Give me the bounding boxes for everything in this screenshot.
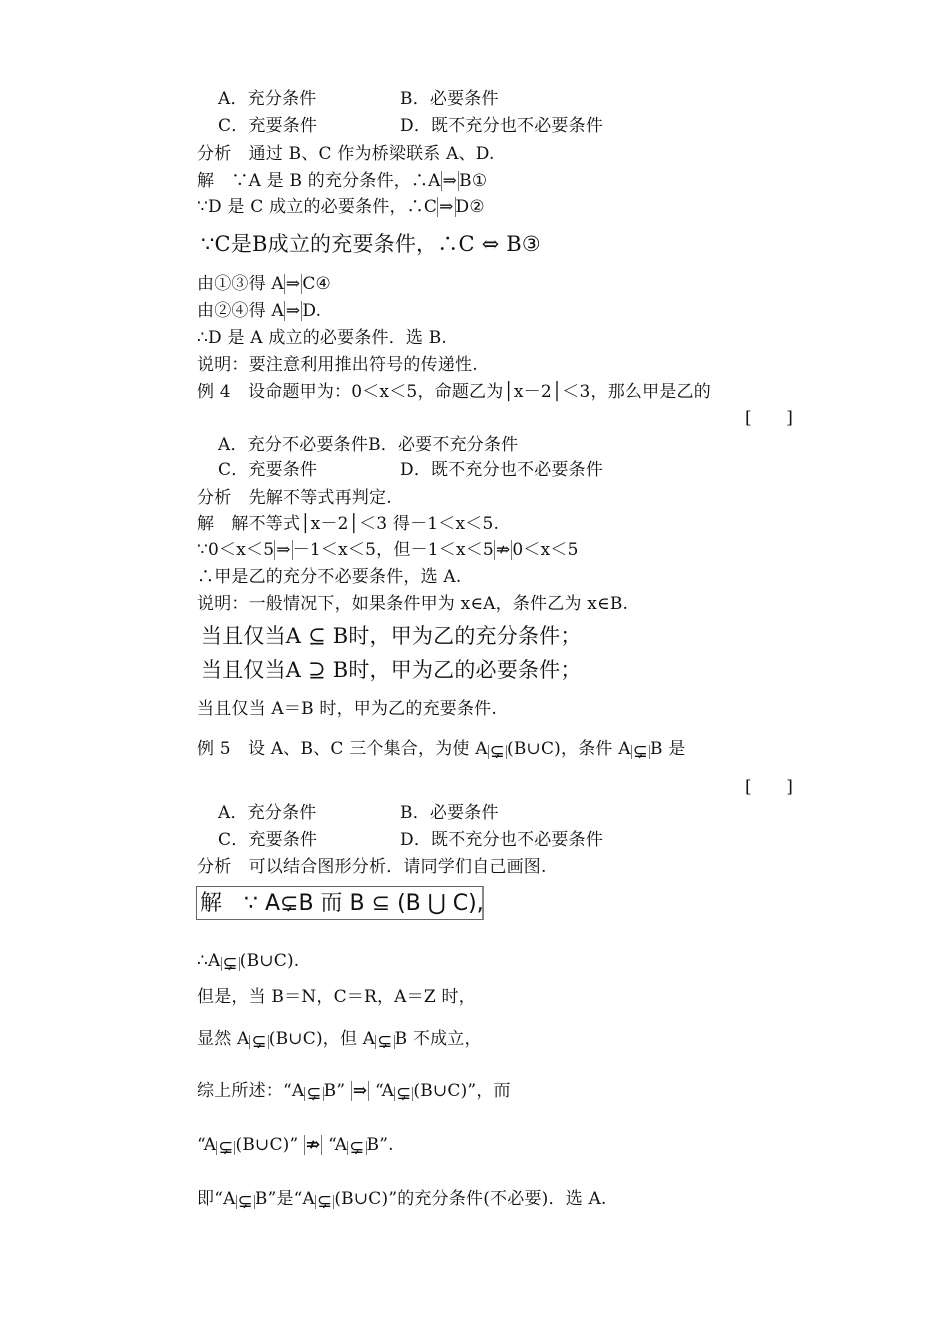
solution-text: 综上所述：“A <box>197 1081 305 1101</box>
implies-symbol: ⇒ <box>352 1081 368 1101</box>
solution-text: B”是“A <box>254 1189 316 1209</box>
proper-subset-symbol: ⊊ <box>377 1031 393 1052</box>
solution-text: B”. <box>366 1135 394 1155</box>
option-d: D．既不充分也不必要条件 <box>400 116 604 136</box>
answer-bracket: [ ] <box>745 777 794 797</box>
option-row <box>218 115 604 137</box>
solution-text: “A <box>374 1081 395 1101</box>
analysis-line: 分析 通过 B、C 作为桥梁联系 A、D. <box>197 144 495 164</box>
proper-subset-symbol: ⊊ <box>349 1137 365 1158</box>
option-c: C．充要条件 <box>218 830 318 850</box>
option-row: A．充分不必要条件B．必要不充分条件 <box>218 435 519 455</box>
solution-text: 解 ∵A 是 B 的充分条件，∴A <box>197 171 441 191</box>
stem-text: (B∪C)，条件 A <box>506 739 631 759</box>
solution-line: ∴甲是乙的充分不必要条件，选 A. <box>197 567 462 587</box>
solution-formula-line: ∵C是B成立的充要条件，∴C ⇔ B③ <box>201 232 541 256</box>
option-d: D．既不充分也不必要条件 <box>400 460 604 480</box>
solution-text: “A <box>328 1135 348 1155</box>
implies-symbol: ⇒ <box>285 301 301 321</box>
implies-symbol: ⇒ <box>285 274 301 294</box>
proper-subset-symbol: ⊊ <box>222 953 238 974</box>
solution-line: 但是，当 B＝N，C＝R，A＝Z 时， <box>197 987 476 1007</box>
option-a: A．充分条件 <box>218 89 317 109</box>
proper-subset-symbol: ⊊ <box>489 741 505 762</box>
answer-bracket: [ ] <box>745 408 794 428</box>
solution-text: B 不成立， <box>394 1029 482 1049</box>
solution-text: C④ <box>302 274 331 294</box>
solution-line <box>197 1188 607 1210</box>
note-line: 说明：要注意利用推出符号的传递性. <box>197 355 478 375</box>
solution-text: (B∪C). <box>239 951 300 971</box>
example-4-stem: 例 4 设命题甲为：0＜x＜5，命题乙为│x－2│＜3，那么甲是乙的 <box>197 382 711 402</box>
option-row <box>218 829 604 851</box>
solution-line <box>197 950 299 972</box>
solution-text: 由②④得 A <box>197 301 284 321</box>
implies-symbol: ⇒ <box>276 540 291 560</box>
solution-line <box>197 300 321 322</box>
framed-solution-image: 解 ∵ A⊊B 而 B ⊆ (B ⋃ C), <box>196 886 484 920</box>
solution-text: D② <box>455 197 485 217</box>
option-row <box>218 802 499 824</box>
option-c: C．充要条件 <box>218 460 318 480</box>
implies-symbol: ⇒ <box>442 171 458 191</box>
solution-text: ∴A <box>197 951 221 971</box>
option-b: B．必要条件 <box>400 89 499 109</box>
stem-text: 例 5 设 A、B、C 三个集合，为使 A <box>197 739 488 759</box>
not-implies-symbol: ⇏ <box>306 1135 321 1155</box>
condition-line: 当且仅当A ⊆ B时，甲为乙的充分条件； <box>201 624 582 648</box>
proper-subset-symbol: ⊊ <box>218 1137 234 1158</box>
solution-line <box>197 170 487 192</box>
solution-text: (B∪C)，但 A <box>268 1029 376 1049</box>
solution-line <box>197 1028 482 1050</box>
solution-text: 0＜x＜5 <box>512 540 579 560</box>
not-implies-symbol: ⇏ <box>495 540 511 560</box>
analysis-line: 分析 可以结合图形分析．请同学们自己画图. <box>197 857 547 877</box>
example-5-stem <box>197 738 685 760</box>
solution-text: 即“A <box>197 1189 236 1209</box>
option-d: D．既不充分也不必要条件 <box>400 830 604 850</box>
proper-subset-symbol: ⊊ <box>396 1083 412 1104</box>
note-line: 说明：一般情况下，如果条件甲为 x∈A，条件乙为 x∈B. <box>197 594 629 614</box>
solution-text: －1＜x＜5，但－1＜x＜5 <box>292 540 494 560</box>
option-row <box>218 459 604 481</box>
analysis-line: 分析 先解不等式再判定. <box>197 488 392 508</box>
solution-line <box>197 539 579 561</box>
solution-text: ∵0＜x＜5 <box>197 540 275 560</box>
solution-line: 解 解不等式│x－2│＜3 得－1＜x＜5. <box>197 514 500 534</box>
proper-subset-symbol: ⊊ <box>317 1191 333 1212</box>
proper-subset-symbol: ⊊ <box>632 741 648 762</box>
condition-line: 当且仅当 A＝B 时，甲为乙的充要条件. <box>197 699 497 719</box>
stem-text: B 是 <box>649 739 686 759</box>
solution-line <box>197 273 331 295</box>
solution-text: 显然 A <box>197 1029 250 1049</box>
solution-line <box>197 1134 394 1156</box>
solution-line <box>197 196 485 218</box>
solution-line: ∴D 是 A 成立的必要条件．选 B. <box>197 328 448 348</box>
solution-line <box>197 1080 511 1102</box>
solution-text: (B∪C)”，而 <box>413 1081 511 1101</box>
solution-text: (B∪C)” <box>235 1135 299 1155</box>
option-c: C．充要条件 <box>218 116 318 136</box>
solution-text: B” <box>323 1081 346 1101</box>
solution-text: ∵D 是 C 成立的必要条件，∴C <box>197 197 438 217</box>
proper-subset-symbol: ⊊ <box>237 1191 253 1212</box>
option-b: B．必要条件 <box>400 803 499 823</box>
solution-text: “A <box>197 1135 217 1155</box>
implies-symbol: ⇒ <box>439 197 454 217</box>
solution-text: 由①③得 A <box>197 274 284 294</box>
proper-subset-symbol: ⊊ <box>251 1031 267 1052</box>
condition-line: 当且仅当A ⊇ B时，甲为乙的必要条件； <box>201 658 582 682</box>
solution-text: B① <box>459 171 488 191</box>
solution-text: D. <box>302 301 322 321</box>
proper-subset-symbol: ⊊ <box>306 1083 322 1104</box>
option-a: A．充分条件 <box>218 803 317 823</box>
option-row <box>218 88 499 110</box>
solution-text: (B∪C)”的充分条件(不必要)．选 A. <box>334 1189 607 1209</box>
